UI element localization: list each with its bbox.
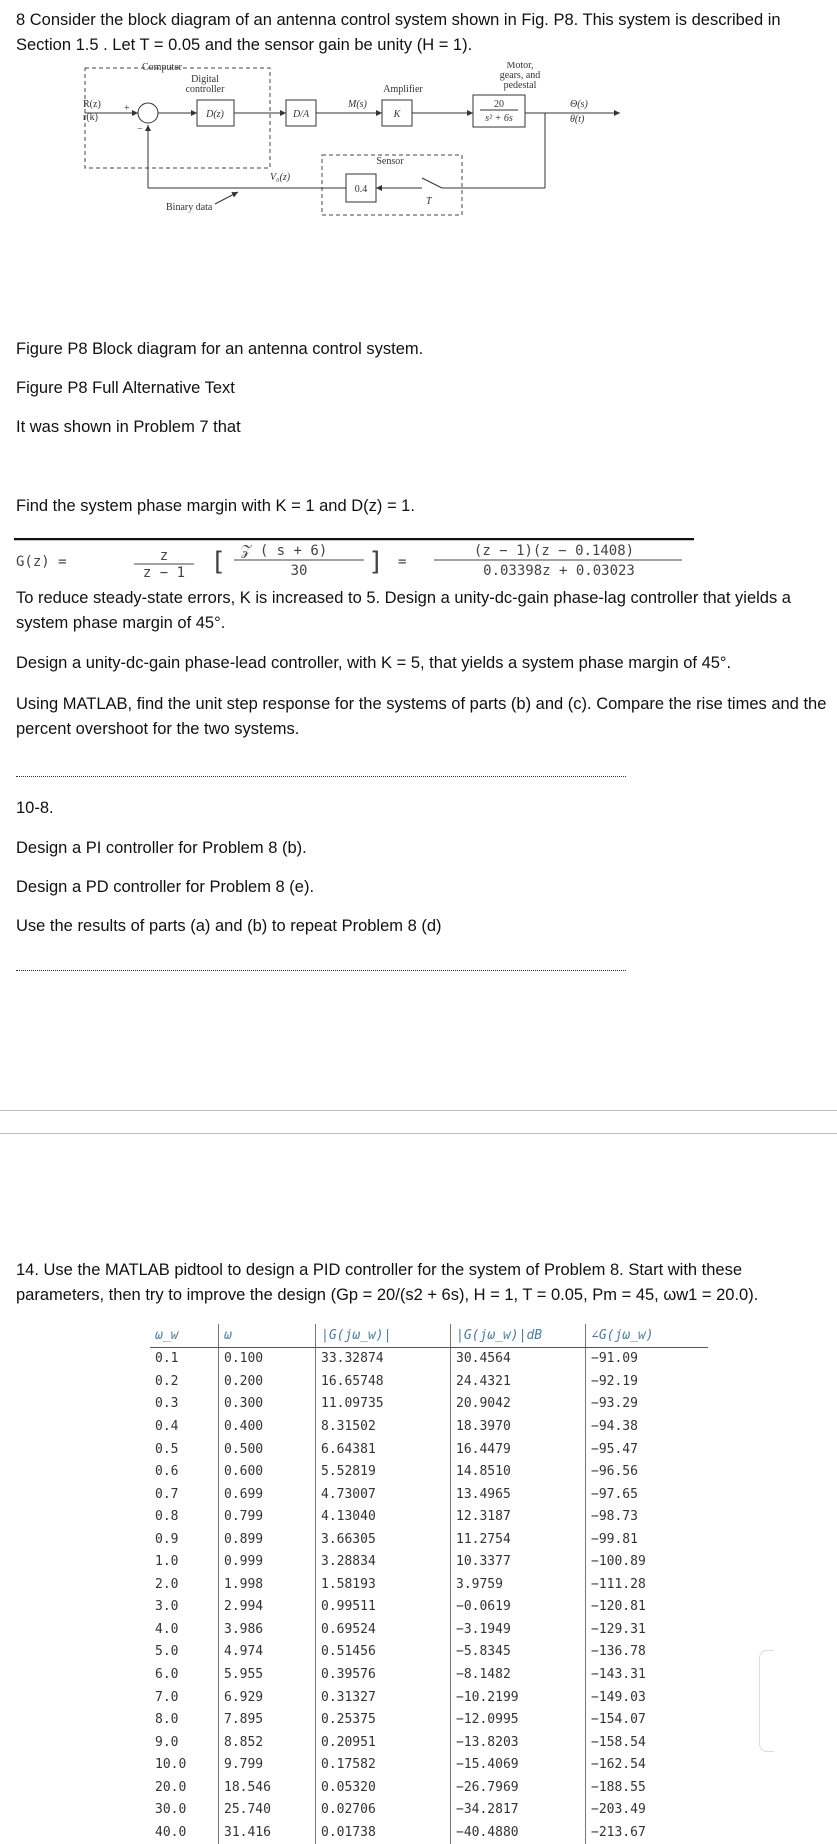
table-cell: 4.73007 xyxy=(316,1483,451,1506)
table-row xyxy=(150,1528,708,1551)
table-cell: −111.28 xyxy=(586,1573,709,1596)
table-cell: −92.19 xyxy=(586,1370,709,1393)
table-cell: −10.2199 xyxy=(451,1686,586,1709)
table-cell: −95.47 xyxy=(586,1438,709,1461)
table-cell: 11.2754 xyxy=(451,1528,586,1551)
problem-10-8-b: Design a PD controller for Problem 8 (e). xyxy=(16,878,315,896)
block-diagram xyxy=(70,62,710,272)
table-cell: 0.300 xyxy=(219,1393,316,1416)
minus-sign: − xyxy=(137,124,143,135)
table-cell: 20.0 xyxy=(155,1779,187,1795)
table-cell: 30.0 xyxy=(155,1802,187,1818)
table-row xyxy=(150,1798,708,1821)
table-cell: −99.81 xyxy=(586,1528,709,1551)
vo-label: V₀(z) xyxy=(270,172,291,183)
part-b: To reduce steady-state errors, K is increased to 5. Design a unity-dc-gain phase-lag controller that yields a system phase margin of 45°. xyxy=(16,589,791,632)
table-cell: 30.4564 xyxy=(451,1347,586,1370)
table-cell: 25.740 xyxy=(219,1798,316,1821)
output-theta-s: Θ(s) xyxy=(570,99,588,110)
table-row xyxy=(150,1370,708,1393)
table-row xyxy=(150,1708,708,1731)
svg-text:[: [ xyxy=(214,547,225,577)
table-cell: −0.0619 xyxy=(451,1596,586,1619)
table-cell: 4.0 xyxy=(155,1621,179,1637)
sampler-switch xyxy=(422,178,442,188)
table-cell: 8.0 xyxy=(155,1712,179,1728)
table-cell: 0.25375 xyxy=(316,1708,451,1731)
col-header-phase: ∠G(jω_w) xyxy=(586,1324,709,1347)
gears-label: gears, and xyxy=(499,70,541,81)
table-cell: 4.974 xyxy=(219,1641,316,1664)
table-cell: −13.8203 xyxy=(451,1731,586,1754)
table-cell: 0.17582 xyxy=(316,1753,451,1776)
table-cell: −129.31 xyxy=(586,1618,709,1641)
table-row xyxy=(150,1776,708,1799)
table-cell: 7.0 xyxy=(155,1689,179,1705)
summing-junction xyxy=(138,103,158,123)
plant-numerator: 20 xyxy=(494,99,504,110)
table-cell: 0.400 xyxy=(219,1415,316,1438)
table-cell: −136.78 xyxy=(586,1641,709,1664)
table-cell: −26.7969 xyxy=(451,1776,586,1799)
table-cell: −149.03 xyxy=(586,1686,709,1709)
table-cell: 31.416 xyxy=(219,1821,316,1844)
problem-10-8-a: Design a PI controller for Problem 8 (b). xyxy=(16,839,307,857)
col-header-w: ω xyxy=(219,1324,316,1347)
shown-in-problem-7: It was shown in Problem 7 that xyxy=(16,418,241,436)
table-cell: 14.8510 xyxy=(451,1460,586,1483)
table-cell: 0.05320 xyxy=(316,1776,451,1799)
table-cell: 0.02706 xyxy=(316,1798,451,1821)
eq-rhs-num: (z − 1)(z − 0.1408) xyxy=(473,543,635,559)
table-cell: 16.4479 xyxy=(451,1438,586,1461)
table-cell: 0.01738 xyxy=(316,1821,451,1844)
table-cell: 20.9042 xyxy=(451,1393,586,1416)
svg-text:=: = xyxy=(398,554,407,570)
sample-period-label: T xyxy=(426,196,432,207)
table-cell: 3.986 xyxy=(219,1618,316,1641)
problem-8-statement: 8 Consider the block diagram of an antenna control system shown in Fig. P8. This system is described in Section 1.5 . Let T = 0.05 and the sensor gain be unity (H = 1). xyxy=(16,11,781,54)
table-cell: −120.81 xyxy=(586,1596,709,1619)
table-cell: −97.65 xyxy=(586,1483,709,1506)
table-cell: −12.0995 xyxy=(451,1708,586,1731)
table-cell: 5.52819 xyxy=(316,1460,451,1483)
eq-z-den: 30 xyxy=(290,563,308,579)
gain-k-label: K xyxy=(393,109,401,120)
problem-10-8-title: 10-8. xyxy=(16,799,54,817)
table-cell: 0.8 xyxy=(155,1509,179,1525)
figure-caption: Figure P8 Block diagram for an antenna control system. xyxy=(16,340,424,358)
table-cell: 0.7 xyxy=(155,1486,179,1502)
dac-label: D/A xyxy=(292,109,310,120)
table-cell: −154.07 xyxy=(586,1708,709,1731)
plus-sign: + xyxy=(124,103,130,114)
table-cell: 0.31327 xyxy=(316,1686,451,1709)
table-cell: 1.0 xyxy=(155,1554,179,1570)
table-cell: 0.699 xyxy=(219,1483,316,1506)
problem-10-8-c: Use the results of parts (a) and (b) to repeat Problem 8 (d) xyxy=(16,917,442,935)
table-cell: −3.1949 xyxy=(451,1618,586,1641)
table-cell: 10.3377 xyxy=(451,1550,586,1573)
table-cell: 9.0 xyxy=(155,1734,179,1750)
section-separator-2 xyxy=(0,1133,837,1134)
table-cell: 0.99511 xyxy=(316,1596,451,1619)
table-cell: −8.1482 xyxy=(451,1663,586,1686)
table-row xyxy=(150,1618,708,1641)
table-cell: −93.29 xyxy=(586,1393,709,1416)
table-row xyxy=(150,1550,708,1573)
ms-label: M(s) xyxy=(348,99,367,110)
output-theta-t: θ(t) xyxy=(570,114,585,125)
table-cell: 18.546 xyxy=(219,1776,316,1799)
table-cell: −15.4069 xyxy=(451,1753,586,1776)
table-cell: 1.998 xyxy=(219,1573,316,1596)
table-cell: 0.6 xyxy=(155,1464,179,1480)
table-row xyxy=(150,1393,708,1416)
section-separator xyxy=(0,1110,837,1111)
table-cell: 8.852 xyxy=(219,1731,316,1754)
table-row xyxy=(150,1347,708,1370)
digital-label: Digital xyxy=(191,74,219,85)
table-cell: 3.0 xyxy=(155,1599,179,1615)
part-d: Using MATLAB, find the unit step response for the systems of parts (b) and (c). Compare the rise times and the percent overshoot for the two systems. xyxy=(16,695,827,738)
table-cell: 3.9759 xyxy=(451,1573,586,1596)
table-cell: 0.2 xyxy=(155,1373,179,1389)
table-row xyxy=(150,1415,708,1438)
frequency-response-table xyxy=(150,1324,708,1844)
table-cell: 24.4321 xyxy=(451,1370,586,1393)
table-cell: 4.13040 xyxy=(316,1505,451,1528)
table-cell: 8.31502 xyxy=(316,1415,451,1438)
amplifier-label: Amplifier xyxy=(383,84,423,95)
table-cell: 6.929 xyxy=(219,1686,316,1709)
table-cell: −162.54 xyxy=(586,1753,709,1776)
computer-boundary xyxy=(85,68,270,168)
table-row xyxy=(150,1821,708,1844)
table-cell: −143.31 xyxy=(586,1663,709,1686)
part-c: Design a unity-dc-gain phase-lead controller, with K = 5, that yields a system phase margin of 45°. xyxy=(16,654,732,672)
table-cell: −96.56 xyxy=(586,1460,709,1483)
table-cell: 7.895 xyxy=(219,1708,316,1731)
table-cell: 0.69524 xyxy=(316,1618,451,1641)
eq-lhs: G(z) = xyxy=(16,554,67,570)
table-cell: 0.51456 xyxy=(316,1641,451,1664)
table-cell: −91.09 xyxy=(586,1347,709,1370)
table-row xyxy=(150,1686,708,1709)
table-cell: 0.799 xyxy=(219,1505,316,1528)
table-cell: 0.100 xyxy=(219,1347,316,1370)
col-header-mag-db: |G(jω_w)|dB xyxy=(451,1324,586,1347)
binary-data-label: Binary data xyxy=(166,202,213,213)
table-cell: 3.28834 xyxy=(316,1550,451,1573)
table-cell: −188.55 xyxy=(586,1776,709,1799)
table-row xyxy=(150,1731,708,1754)
controller-dz-label: D(z) xyxy=(206,109,224,120)
table-cell: 3.66305 xyxy=(316,1528,451,1551)
computer-label: Computer xyxy=(142,62,182,73)
sensor-label: Sensor xyxy=(376,156,404,167)
dotted-divider-2 xyxy=(16,970,626,971)
table-cell: 5.955 xyxy=(219,1663,316,1686)
table-cell: 40.0 xyxy=(155,1824,187,1840)
col-header-ww: ω_w xyxy=(150,1324,219,1347)
scroll-tab[interactable] xyxy=(759,1650,774,1752)
table-cell: 0.999 xyxy=(219,1550,316,1573)
table-cell: 0.200 xyxy=(219,1370,316,1393)
table-cell: 0.600 xyxy=(219,1460,316,1483)
sensor-gain-label: 0.4 xyxy=(354,184,368,195)
table-cell: −100.89 xyxy=(586,1550,709,1573)
eq-frac-den: z − 1 xyxy=(142,565,186,580)
table-cell: 5.0 xyxy=(155,1644,179,1660)
table-cell: 0.500 xyxy=(219,1438,316,1461)
table-header-row xyxy=(150,1324,708,1347)
table-row xyxy=(150,1460,708,1483)
table-cell: 9.799 xyxy=(219,1753,316,1776)
eq-frac-num: z xyxy=(159,548,169,564)
table-cell: 0.1 xyxy=(155,1351,179,1367)
table-cell: 0.899 xyxy=(219,1528,316,1551)
table-cell: 16.65748 xyxy=(316,1370,451,1393)
table-cell: 13.4965 xyxy=(451,1483,586,1506)
table-cell: −158.54 xyxy=(586,1731,709,1754)
table-row xyxy=(150,1505,708,1528)
table-cell: 0.20951 xyxy=(316,1731,451,1754)
transfer-function-equation xyxy=(14,538,694,580)
table-row xyxy=(150,1641,708,1664)
table-cell: −5.8345 xyxy=(451,1641,586,1664)
table-row xyxy=(150,1483,708,1506)
table-row xyxy=(150,1663,708,1686)
table-cell: 0.9 xyxy=(155,1531,179,1547)
table-cell: −94.38 xyxy=(586,1415,709,1438)
table-row xyxy=(150,1753,708,1776)
table-row xyxy=(150,1596,708,1619)
eq-rhs-den: 0.03398z + 0.03023 xyxy=(483,563,635,579)
table-cell: 6.0 xyxy=(155,1666,179,1682)
table-cell: 12.3187 xyxy=(451,1505,586,1528)
svg-text:]: ] xyxy=(370,547,381,577)
table-cell: −98.73 xyxy=(586,1505,709,1528)
eq-z-num: 𝒵 ( s + 6) xyxy=(240,543,328,559)
pedestal-label: pedestal xyxy=(503,80,537,91)
table-cell: −34.2817 xyxy=(451,1798,586,1821)
dotted-divider xyxy=(16,776,626,777)
table-row xyxy=(150,1438,708,1461)
table-cell: 6.64381 xyxy=(316,1438,451,1461)
table-cell: 0.5 xyxy=(155,1441,179,1457)
table-cell: 1.58193 xyxy=(316,1573,451,1596)
figure-alt-text: Figure P8 Full Alternative Text xyxy=(16,379,235,397)
table-cell: −203.49 xyxy=(586,1798,709,1821)
part-a: Find the system phase margin with K = 1 and D(z) = 1. xyxy=(16,497,415,515)
table-cell: 10.0 xyxy=(155,1757,187,1773)
col-header-mag: |G(jω_w)| xyxy=(316,1324,451,1347)
table-cell: 33.32874 xyxy=(316,1347,451,1370)
table-cell: 11.09735 xyxy=(316,1393,451,1416)
input-rz-label: R(z) xyxy=(83,99,101,110)
table-row xyxy=(150,1573,708,1596)
table-cell: 0.39576 xyxy=(316,1663,451,1686)
table-cell: 2.0 xyxy=(155,1576,179,1592)
table-cell: −213.67 xyxy=(586,1821,709,1844)
table-cell: 18.3970 xyxy=(451,1415,586,1438)
controller-label: controller xyxy=(185,84,225,95)
table-cell: 0.4 xyxy=(155,1418,179,1434)
input-rk-label: r(k) xyxy=(83,112,98,123)
table-cell: 2.994 xyxy=(219,1596,316,1619)
plant-denominator: s² + 6s xyxy=(485,113,513,124)
table-cell: 0.3 xyxy=(155,1396,179,1412)
problem-14-statement: 14. Use the MATLAB pidtool to design a PID controller for the system of Problem 8. Start with these parameters, then try to improve the design (Gp = 20/(s2 + 6s), H = 1, T = 0.05, Pm = 45, ωw1 = 20.0). xyxy=(16,1261,759,1304)
motor-label: Motor, xyxy=(506,62,534,71)
table-cell: −40.4880 xyxy=(451,1821,586,1844)
